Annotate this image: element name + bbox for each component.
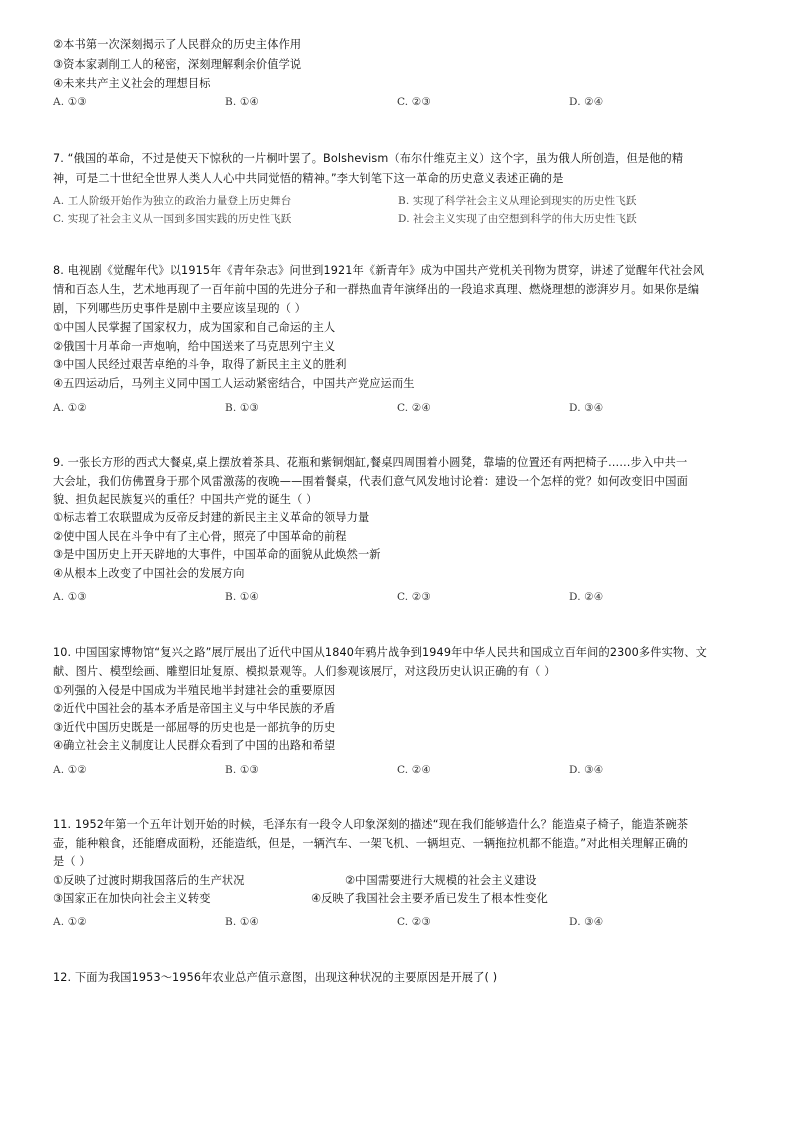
q8-stem-line-1: 8. 电视剧《觉醒年代》以1915年《青年杂志》问世到1921年《新青年》成为中国共产党机关刊物为贯穿，讲述了觉醒年代社会风	[53, 264, 705, 277]
q12-stem: 12. 下面为我国1953～1956年农业总产值示意图，出现这种状况的主要原因是开展了( )	[53, 971, 498, 984]
q11-stem-line-3: 是（ ）	[53, 855, 91, 868]
q9-statement-4: ④从根本上改变了中国社会的发展方向	[53, 567, 245, 580]
q8-option-b[interactable]: B. ①③	[225, 402, 259, 414]
q8-statement-4: ④五四运动后，马列主义同中国工人运动紧密结合，中国共产党应运而生	[53, 377, 415, 390]
q11-option-c[interactable]: C. ②③	[397, 916, 431, 928]
q10-statement-1: ①列强的入侵是中国成为半殖民地半封建社会的重要原因	[53, 684, 336, 697]
q8-stem-line-2: 情和百态人生，艺术地再现了一百年前中国的先进分子和一群热血青年演绎出的一段追求真理、燃烧理想的澎湃岁月。如果你是编	[53, 283, 700, 296]
q11-option-b[interactable]: B. ①④	[225, 916, 259, 928]
q6-statement-3: ③资本家剥削工人的秘密，深刻理解剩余价值学说	[53, 58, 302, 71]
q8-option-d[interactable]: D. ③④	[569, 402, 604, 414]
q8-option-a[interactable]: A. ①②	[53, 402, 87, 414]
q9-option-c[interactable]: C. ②③	[397, 591, 431, 603]
q9-statement-1: ①标志着工农联盟成为反帝反封建的新民主主义革命的领导力量	[53, 511, 370, 524]
q10-statement-3: ③近代中国历史既是一部屈辱的历史也是一部抗争的历史	[53, 721, 336, 734]
q11-statement-3: ③国家正在加快向社会主义转变	[53, 892, 211, 905]
q9-stem-line-3: 貌、担负起民族复兴的重任？中国共产党的诞生（ ）	[53, 493, 318, 506]
q7-option-a[interactable]: A. 工人阶级开始作为独立的政治力量登上历史舞台	[53, 195, 292, 207]
q9-option-b[interactable]: B. ①④	[225, 591, 259, 603]
q10-option-b[interactable]: B. ①③	[225, 764, 259, 776]
q6-statement-4: ④未来共产主义社会的理想目标	[53, 77, 211, 90]
q11-option-a[interactable]: A. ①②	[53, 916, 87, 928]
q9-option-a[interactable]: A. ①③	[53, 591, 87, 603]
q10-option-d[interactable]: D. ③④	[569, 764, 604, 776]
q9-stem-line-2: 大会址，我们仿佛置身于那个风雷激荡的夜晚——围着餐桌，代表们意气风发地讨论着：建设一个怎样的党？如何改变旧中国面	[53, 475, 688, 488]
q11-statement-4: ④反映了我国社会主要矛盾已发生了根本性变化	[311, 892, 548, 905]
q7-option-b[interactable]: B. 实现了科学社会主义从理论到现实的历史性飞跃	[398, 195, 637, 207]
q9-statement-3: ③是中国历史上开天辟地的大事件，中国革命的面貌从此焕然一新	[53, 548, 381, 561]
q11-statement-2: ②中国需要进行大规模的社会主义建设	[345, 874, 537, 887]
q6-option-a[interactable]: A. ①③	[53, 96, 87, 108]
q8-option-c[interactable]: C. ②④	[397, 402, 431, 414]
q10-statement-4: ④确立社会主义制度让人民群众看到了中国的出路和希望	[53, 739, 336, 752]
q10-stem-line-2: 献、图片、模型绘画、雕塑旧址复原、模拟景观等。人们参观该展厅，对这段历史认识正确的有（ ）	[53, 665, 556, 678]
q8-statement-3: ③中国人民经过艰苦卓绝的斗争，取得了新民主主义的胜利	[53, 358, 347, 371]
q7-stem-line-2: 神，可是二十世纪全世界人类人人心中共同觉悟的精神。”李大钊笔下这一革命的历史意义表述正确的是	[53, 172, 564, 185]
q6-statement-2: ②本书第一次深刻揭示了人民群众的历史主体作用	[53, 38, 302, 51]
q8-statement-1: ①中国人民掌握了国家权力，成为国家和自己命运的主人	[53, 321, 336, 334]
q10-statement-2: ②近代中国社会的基本矛盾是帝国主义与中华民族的矛盾	[53, 702, 336, 715]
q6-option-c[interactable]: C. ②③	[397, 96, 431, 108]
q10-stem-line-1: 10. 中国国家博物馆“复兴之路”展厅展出了近代中国从1840年鸦片战争到1949年中华人民共和国成立百年间的2300多件实物、文	[53, 646, 707, 659]
q11-stem-line-1: 11. 1952年第一个五年计划开始的时候，毛泽东有一段令人印象深刻的描述“现在我们能够造什么？能造桌子椅子，能造茶碗茶	[53, 818, 689, 831]
q10-option-c[interactable]: C. ②④	[397, 764, 431, 776]
q8-statement-2: ②俄国十月革命一声炮响，给中国送来了马克思列宁主义	[53, 340, 336, 353]
q11-statement-1: ①反映了过渡时期我国落后的生产状况	[53, 874, 245, 887]
q7-option-d[interactable]: D. 社会主义实现了由空想到科学的伟大历史性飞跃	[398, 213, 637, 225]
q6-option-d[interactable]: D. ②④	[569, 96, 604, 108]
q8-stem-line-3: 剧，下列哪些历史事件是剧中主要应该呈现的（ ）	[53, 302, 307, 315]
q6-option-b[interactable]: B. ①④	[225, 96, 259, 108]
q9-option-d[interactable]: D. ②④	[569, 591, 604, 603]
q9-statement-2: ②使中国人民在斗争中有了主心骨，照亮了中国革命的前程	[53, 530, 347, 543]
q11-option-d[interactable]: D. ③④	[569, 916, 604, 928]
q7-option-c[interactable]: C. 实现了社会主义从一国到多国实践的历史性飞跃	[53, 213, 292, 225]
q10-option-a[interactable]: A. ①②	[53, 764, 87, 776]
q7-stem-line-1: 7. “俄国的革命，不过是使天下惊秋的一片桐叶罢了。Bolshevism（布尔什维克主义）这个字，虽为俄人所创造，但是他的精	[53, 152, 684, 165]
q11-stem-line-2: 壶，能种粮食，还能磨成面粉，还能造纸，但是，一辆汽车、一架飞机、一辆坦克、一辆拖拉机都不能造。”对此相关理解正确的	[53, 837, 689, 850]
q9-stem-line-1: 9. 一张长方形的西式大餐桌,桌上摆放着茶具、花瓶和紫铜烟缸,餐桌四周围着小圆凳，靠墙的位置还有两把椅子……步入中共一	[53, 456, 688, 469]
